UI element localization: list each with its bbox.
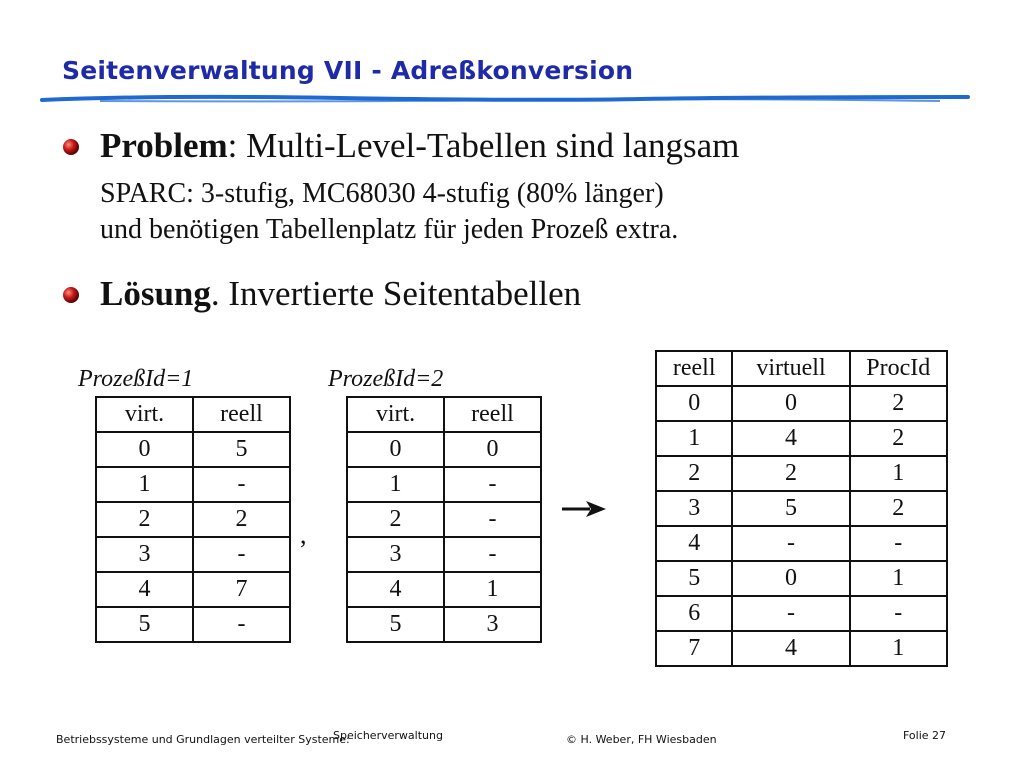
table-row	[347, 467, 541, 502]
table-cell: 5	[732, 491, 849, 526]
problem-heading	[100, 126, 739, 166]
table-cell: 5	[656, 561, 732, 596]
table-cell: 1	[96, 467, 193, 502]
solution-bold: Lösung	[100, 274, 211, 313]
table-cell: 2	[732, 456, 849, 491]
table-cell: 0	[732, 386, 849, 421]
red-sphere-bullet-icon	[62, 286, 80, 304]
table-cell: 3	[96, 537, 193, 572]
table-cell: 0	[347, 432, 444, 467]
table-row	[656, 561, 947, 596]
footer-topic: Speicherverwaltung	[333, 729, 443, 742]
table-cell: 2	[850, 421, 947, 456]
table-row	[96, 572, 290, 607]
table-cell: 3	[444, 607, 541, 642]
table-cell: -	[444, 502, 541, 537]
table-cell: 3	[347, 537, 444, 572]
table-cell: 4	[732, 421, 849, 456]
table-cell: 5	[96, 607, 193, 642]
table-cell: 4	[347, 572, 444, 607]
table-cell: 7	[656, 631, 732, 666]
header-cell: ProcId	[850, 351, 947, 386]
table-cell: 3	[656, 491, 732, 526]
solution-heading	[100, 274, 581, 314]
slide-title: Seitenverwaltung VII - Adreßkonversion	[62, 56, 634, 85]
table-cell: -	[444, 537, 541, 572]
table-row	[96, 467, 290, 502]
table-row	[347, 607, 541, 642]
table-cell: 1	[850, 631, 947, 666]
table-row	[656, 386, 947, 421]
table-cell: 2	[850, 491, 947, 526]
header-cell: reell	[193, 397, 290, 432]
table-row	[347, 572, 541, 607]
table-header-row	[96, 397, 290, 432]
table-cell: -	[444, 467, 541, 502]
table-row	[656, 631, 947, 666]
footer-slide-number: Folie 27	[903, 729, 947, 742]
table-cell: 4	[732, 631, 849, 666]
table-header-row	[656, 351, 947, 386]
table-row	[96, 607, 290, 642]
table-cell: 0	[732, 561, 849, 596]
header-cell: virt.	[96, 397, 193, 432]
table-cell: 2	[656, 456, 732, 491]
table-cell: 0	[96, 432, 193, 467]
table-cell: 2	[193, 502, 290, 537]
table-cell: 1	[850, 456, 947, 491]
header-cell: reell	[656, 351, 732, 386]
table-row	[347, 537, 541, 572]
table-cell: 2	[347, 502, 444, 537]
table-cell: 5	[193, 432, 290, 467]
proc2-table	[346, 396, 542, 643]
problem-bold: Problem	[100, 126, 228, 165]
header-cell: virtuell	[732, 351, 849, 386]
table-cell: 2	[850, 386, 947, 421]
table-row	[656, 526, 947, 561]
right-arrow-icon	[560, 498, 608, 520]
table-row	[96, 537, 290, 572]
table-cell: 1	[347, 467, 444, 502]
sub-line-2: und benötigen Tabellenplatz für jeden Prozeß extra.	[100, 214, 679, 245]
table-cell: 0	[656, 386, 732, 421]
header-cell: reell	[444, 397, 541, 432]
table-cell: 1	[656, 421, 732, 456]
footer-course: Betriebssysteme und Grundlagen verteilter Systeme:	[56, 733, 350, 746]
inverted-page-table	[655, 350, 948, 667]
table-cell: -	[850, 526, 947, 561]
table-row	[96, 432, 290, 467]
table-row	[347, 502, 541, 537]
sub-line-1: SPARC: 3-stufig, MC68030 4-stufig (80% länger)	[100, 178, 664, 209]
footer-author: © H. Weber, FH Wiesbaden	[566, 733, 717, 746]
table-cell: 1	[444, 572, 541, 607]
proc2-caption: ProzeßId=2	[328, 366, 444, 392]
table-cell: -	[193, 467, 290, 502]
table-cell: 7	[193, 572, 290, 607]
red-sphere-bullet-icon	[62, 138, 80, 156]
proc1-table	[95, 396, 291, 643]
table-cell: -	[193, 537, 290, 572]
table-row	[656, 491, 947, 526]
table-cell: -	[732, 596, 849, 631]
separator-comma: ,	[300, 520, 307, 549]
table-row	[347, 432, 541, 467]
table-cell: 5	[347, 607, 444, 642]
table-cell: 2	[96, 502, 193, 537]
table-row	[656, 456, 947, 491]
problem-text: : Multi-Level-Tabellen sind langsam	[227, 126, 740, 165]
title-underline	[40, 92, 970, 106]
table-cell: 4	[96, 572, 193, 607]
table-row	[656, 421, 947, 456]
table-header-row	[347, 397, 541, 432]
proc1-caption: ProzeßId=1	[78, 366, 194, 392]
table-cell: -	[732, 526, 849, 561]
header-cell: virt.	[347, 397, 444, 432]
table-cell: 6	[656, 596, 732, 631]
table-cell: -	[850, 596, 947, 631]
table-cell: 4	[656, 526, 732, 561]
table-row	[96, 502, 290, 537]
solution-text: . Invertierte Seitentabellen	[210, 274, 582, 313]
table-row	[656, 596, 947, 631]
table-cell: 1	[850, 561, 947, 596]
table-cell: -	[193, 607, 290, 642]
table-cell: 0	[444, 432, 541, 467]
